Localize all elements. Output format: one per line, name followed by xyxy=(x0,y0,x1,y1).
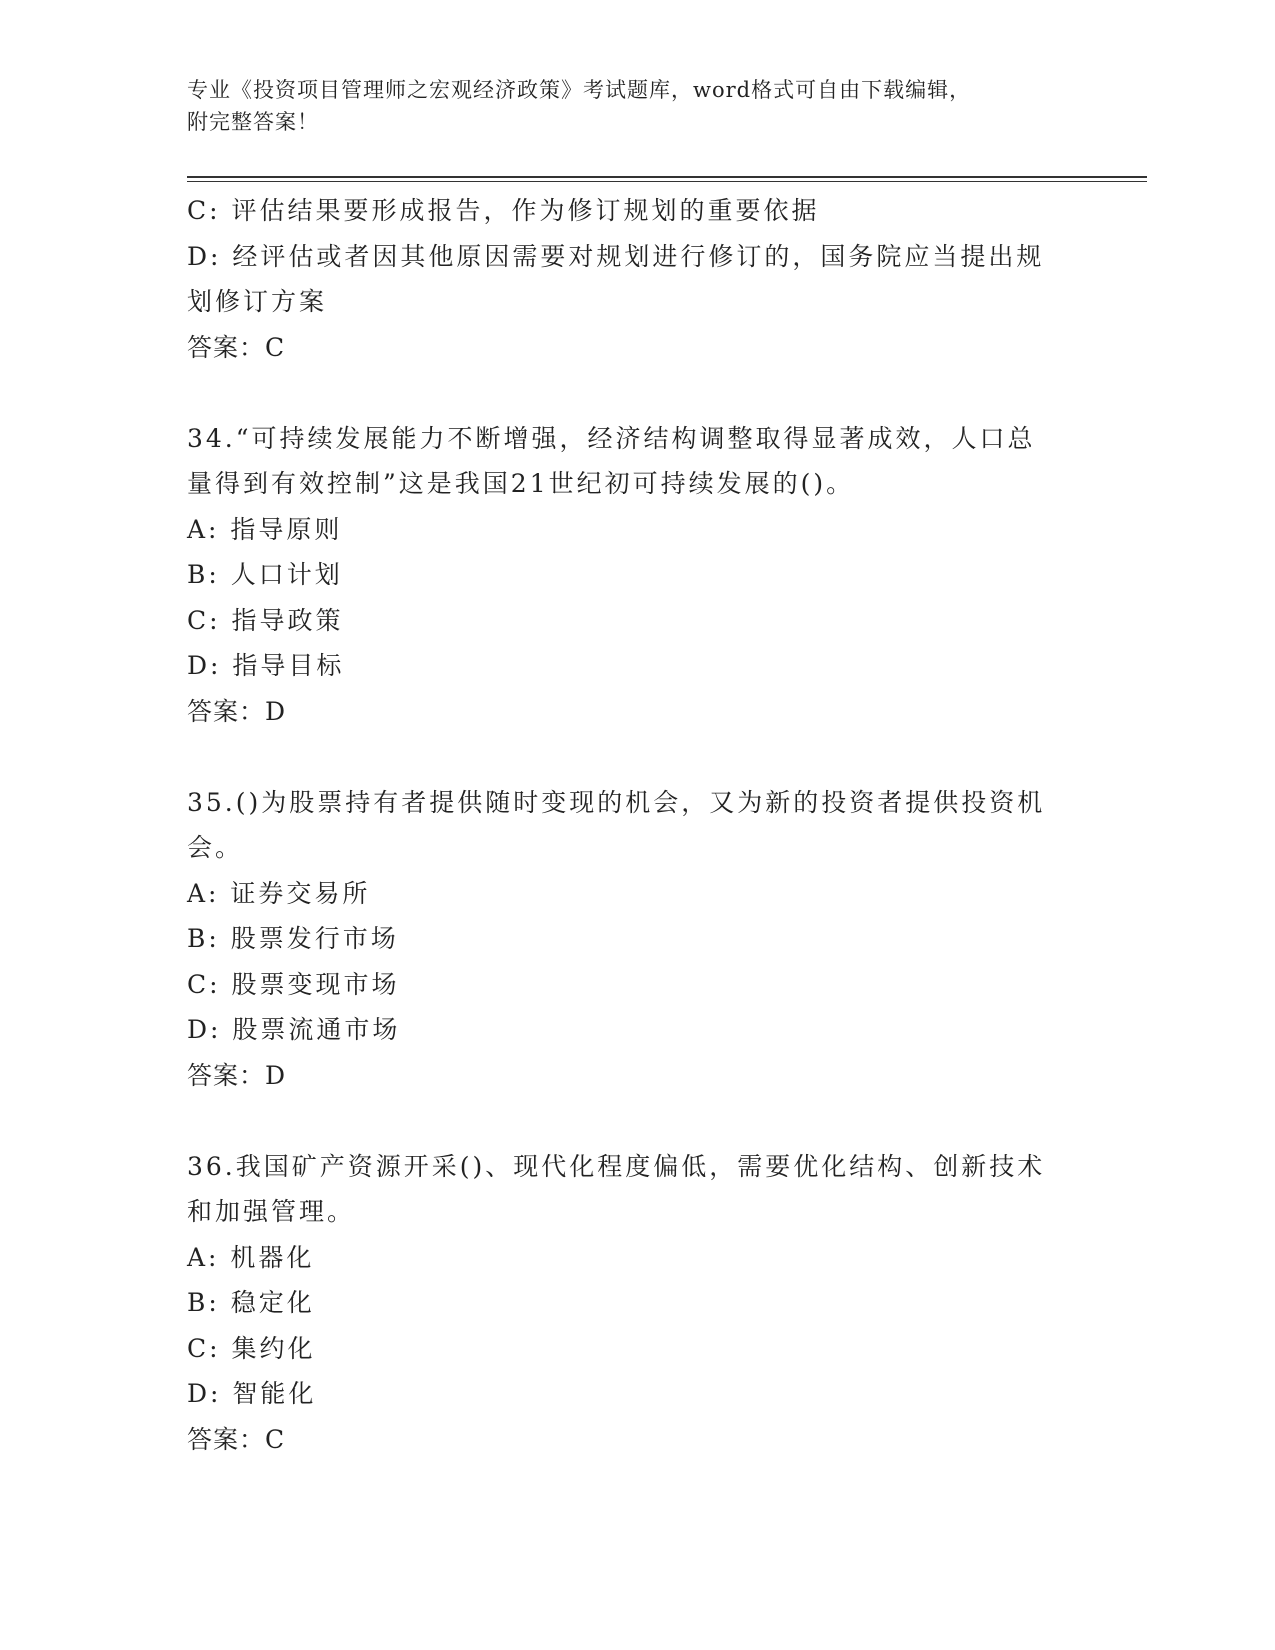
option-d: D: 股票流通市场 xyxy=(187,1015,401,1044)
question-stem-line-1: 36.我国矿产资源开采()、现代化程度偏低，需要优化结构、创新技术 xyxy=(187,1151,1046,1181)
question-36 xyxy=(187,1144,1087,1463)
question-stem-line-1: 34.“可持续发展能力不断增强，经济结构调整取得显著成效，人口总 xyxy=(187,423,1036,453)
option-b: B: 股票发行市场 xyxy=(187,924,399,953)
answer: 答案：D xyxy=(187,1060,287,1090)
header-divider-thin xyxy=(187,181,1147,182)
option-b: B: 人口计划 xyxy=(187,560,343,589)
continued-question xyxy=(187,188,1087,370)
option-a: A: 指导原则 xyxy=(187,514,343,544)
option-d: D: 指导目标 xyxy=(187,651,345,680)
header-line-1: 专业《投资项目管理师之宏观经济政策》考试题库，word格式可自由下载编辑， xyxy=(187,78,972,102)
option-a: A: 证券交易所 xyxy=(187,878,371,908)
answer: 答案：D xyxy=(187,696,287,726)
question-34 xyxy=(187,416,1087,735)
question-stem-line-2: 和加强管理。 xyxy=(187,1197,356,1226)
header-line-2: 附完整答案！ xyxy=(187,110,319,134)
option-d-line-1: D: 经评估或者因其他原因需要对规划进行修订的，国务院应当提出规 xyxy=(187,241,1045,271)
option-a: A: 机器化 xyxy=(187,1242,315,1272)
document-header xyxy=(187,74,1067,138)
question-stem-line-1: 35.()为股票持有者提供随时变现的机会，又为新的投资者提供投资机 xyxy=(187,787,1046,817)
option-d: D: 智能化 xyxy=(187,1379,317,1408)
answer: 答案：C xyxy=(187,1424,286,1454)
option-d-line-2: 划修订方案 xyxy=(187,287,328,316)
answer: 答案：C xyxy=(187,332,286,362)
option-c: C: 指导政策 xyxy=(187,605,344,635)
option-c: C: 评估结果要形成报告，作为修订规划的重要依据 xyxy=(187,196,820,225)
question-stem-line-2: 量得到有效控制”这是我国21世纪初可持续发展的()。 xyxy=(187,469,855,498)
option-c: C: 股票变现市场 xyxy=(187,969,400,999)
option-b: B: 稳定化 xyxy=(187,1288,315,1317)
question-stem-line-2: 会。 xyxy=(187,833,244,862)
question-35 xyxy=(187,780,1087,1099)
header-divider-thick xyxy=(187,176,1147,178)
spacer xyxy=(187,734,1087,780)
option-c: C: 集约化 xyxy=(187,1333,316,1363)
spacer xyxy=(187,370,1087,416)
question-content xyxy=(187,188,1087,1462)
spacer xyxy=(187,1098,1087,1144)
